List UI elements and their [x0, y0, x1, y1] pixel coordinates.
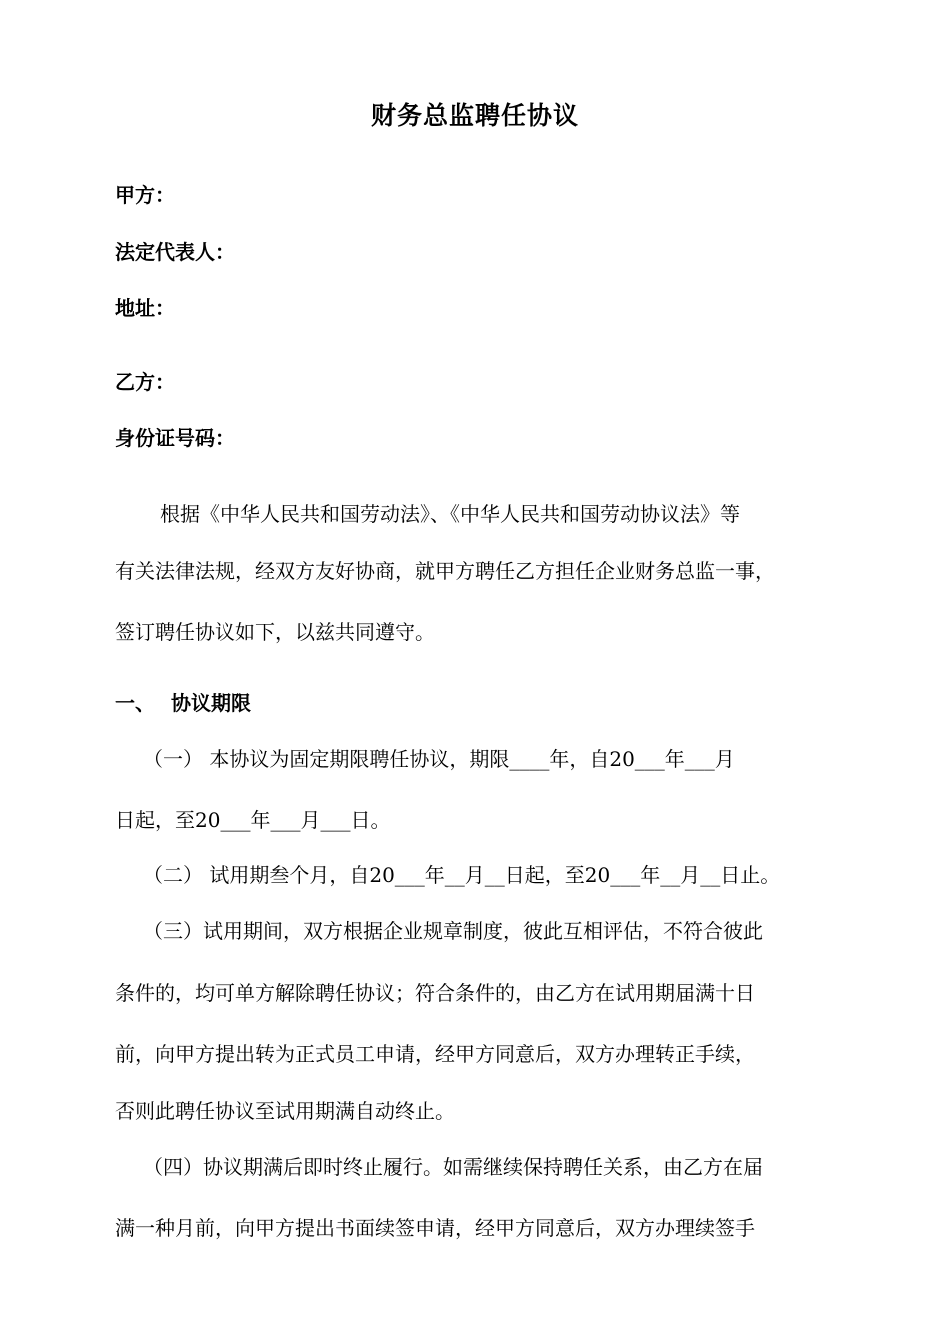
clause-line: 条件的，均可单方解除聘任协议；符合条件的，由乙方在试用期届满十日	[115, 981, 755, 1005]
clause-line: 否则此聘任协议至试用期满自动终止。	[115, 1099, 455, 1123]
clause-line: 日起，至20___年___月___日。	[115, 808, 391, 832]
clause-line: （四）协议期满后即时终止履行。如需继续保持聘任关系，由乙方在届	[143, 1155, 763, 1179]
clause-line: 前，向甲方提出转为正式员工申请，经甲方同意后，双方办理转正手续，	[115, 1042, 755, 1066]
id-number-label: 身份证号码：	[115, 426, 235, 450]
preamble-line: 有关法律法规，经双方友好协商，就甲方聘任乙方担任企业财务总监一事，	[115, 559, 775, 583]
party-b-label: 乙方：	[115, 370, 175, 394]
section-title: 协议期限	[171, 691, 251, 715]
section-heading	[115, 688, 251, 718]
party-a-label: 甲方：	[115, 183, 175, 207]
clause-line: （二） 试用期叁个月，自20___年__月__日起，至20___年__月__日止。	[143, 863, 781, 887]
preamble-line: 根据《中华人民共和国劳动法》、《中华人民共和国劳动协议法》等	[160, 502, 740, 526]
preamble-line: 签订聘任协议如下，以兹共同遵守。	[115, 620, 435, 644]
clause-line: （三）试用期间，双方根据企业规章制度，彼此互相评估，不符合彼此	[143, 919, 763, 943]
address-label: 地址：	[115, 296, 175, 320]
clause-line: （一） 本协议为固定期限聘任协议，期限____年，自20___年___月	[143, 747, 735, 771]
document-title: 财务总监聘任协议	[370, 101, 579, 130]
legal-representative-label: 法定代表人：	[115, 240, 235, 264]
clause-line: 满一种月前，向甲方提出书面续签申请，经甲方同意后，双方办理续签手	[115, 1216, 755, 1240]
section-number: 一、	[115, 691, 155, 715]
